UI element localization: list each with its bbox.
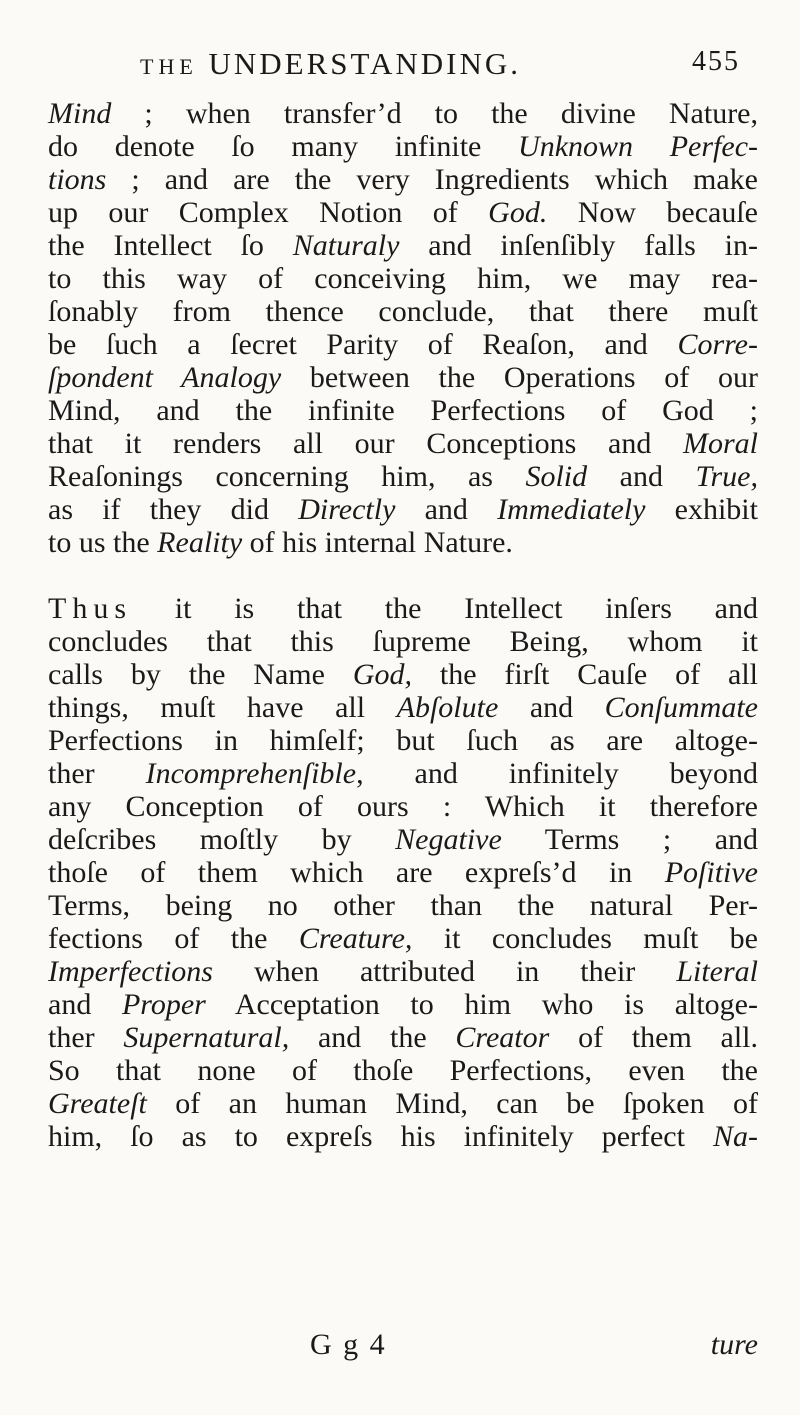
page-footer xyxy=(48,1328,758,1368)
text-line xyxy=(48,295,758,328)
text-line xyxy=(48,394,758,427)
text-span: Thus xyxy=(48,592,132,625)
italic-text: Unknown Perfec- xyxy=(518,130,758,163)
text-span: up our Complex Notion of xyxy=(48,196,489,229)
paragraph-break xyxy=(48,559,758,592)
text-span: and xyxy=(498,691,605,724)
text-span: exhibit xyxy=(645,493,758,526)
italic-text: Corre- xyxy=(677,328,758,361)
italic-text: ſpondent Analogy xyxy=(48,361,282,394)
text-line xyxy=(48,1120,758,1153)
text-line xyxy=(48,1021,758,1054)
text-span: So that none of thoſe Perfections, even the xyxy=(48,1054,758,1087)
text-span: when attributed in their xyxy=(212,955,677,988)
signature-mark: G g 4 xyxy=(310,1328,387,1361)
text-span: of his internal Nature. xyxy=(242,526,513,559)
italic-text: Naturaly xyxy=(292,229,400,262)
italic-text: Mind xyxy=(48,97,112,130)
running-head-understanding: UNDERSTANDING. xyxy=(208,46,521,81)
text-line xyxy=(48,130,758,163)
text-span: deſcribes moſtly by xyxy=(48,823,396,856)
italic-text: Creature, xyxy=(298,922,413,955)
text-span: and the xyxy=(289,1021,456,1054)
text-span: calls by the Name xyxy=(48,658,353,691)
italic-text: God, xyxy=(352,658,412,691)
text-span: any Conception of ours : Which it therefore xyxy=(48,790,758,823)
text-span: ther xyxy=(48,1021,124,1054)
text-span: , and infinitely beyond xyxy=(356,757,758,790)
italic-text: Directly xyxy=(298,493,396,526)
text-line xyxy=(48,361,758,394)
italic-text: Immediately xyxy=(497,493,646,526)
text-span: Terms ; and xyxy=(501,823,759,856)
text-span: that it renders all our Conceptions and xyxy=(48,427,683,460)
text-line xyxy=(48,823,758,856)
italic-text: tions xyxy=(48,163,107,196)
text-span: thoſe of them which are expreſs’d in xyxy=(48,856,665,889)
text-line xyxy=(48,724,758,757)
text-span: to us the xyxy=(48,526,158,559)
text-span: Now becauſe xyxy=(547,196,758,229)
text-line xyxy=(48,757,758,790)
page-number: 455 xyxy=(692,46,740,77)
text-span: Mind, and the infinite Perfections of God ; xyxy=(48,394,758,427)
running-header xyxy=(140,40,740,90)
text-line xyxy=(48,988,758,1021)
italic-text: Imperfections xyxy=(48,955,213,988)
italic-text: True, xyxy=(695,460,758,493)
text-line xyxy=(48,625,758,658)
text-line xyxy=(48,1054,758,1087)
italic-text: Literal xyxy=(676,955,758,988)
text-line xyxy=(48,460,758,493)
text-line xyxy=(48,163,758,196)
text-line xyxy=(48,592,758,625)
italic-text: Creator xyxy=(455,1021,550,1054)
text-span: things, muſt have all xyxy=(48,691,397,724)
text-line xyxy=(48,658,758,691)
text-line xyxy=(48,856,758,889)
text-span: concludes that this ſupreme Being, whom it xyxy=(48,625,758,658)
italic-text: Na- xyxy=(713,1120,758,1153)
text-span: as if they did xyxy=(48,493,299,526)
text-span: be ſuch a ſecret Parity of Reaſon, and xyxy=(48,328,678,361)
text-span: Acceptation to him who is altoge- xyxy=(205,988,758,1021)
text-line xyxy=(48,691,758,724)
body-text xyxy=(48,97,758,1153)
italic-text: God. xyxy=(488,196,548,229)
italic-text: Solid xyxy=(525,460,588,493)
text-line xyxy=(48,262,758,295)
italic-text: Conſummate xyxy=(604,691,758,724)
text-line xyxy=(48,526,758,559)
italic-text: Poſitive xyxy=(664,856,758,889)
text-span: him, ſo as to expreſs his infinitely perfect xyxy=(48,1120,713,1153)
text-span: ther xyxy=(48,757,146,790)
text-span: Terms, being no other than the natural Per- xyxy=(48,889,758,922)
italic-text: Negative xyxy=(395,823,502,856)
catchword: ture xyxy=(710,1328,758,1361)
running-head-the: THE xyxy=(140,54,198,79)
text-span: the Intellect ſo xyxy=(48,229,293,262)
text-span: and inſenſibly falls in- xyxy=(399,229,759,262)
text-line xyxy=(48,1087,758,1120)
text-span: and xyxy=(395,493,498,526)
text-span: between the Operations of our xyxy=(281,361,758,394)
text-line xyxy=(48,427,758,460)
italic-text: Moral xyxy=(683,427,758,460)
text-span: it concludes muſt be xyxy=(412,922,758,955)
text-span: to this way of conceiving him, we may rea- xyxy=(48,262,758,295)
text-span: Reaſonings concerning him, as xyxy=(48,460,526,493)
text-line xyxy=(48,229,758,262)
text-span: of them all. xyxy=(549,1021,759,1054)
text-span: ſonably from thence conclude, that there muſt xyxy=(48,295,758,328)
running-head-title xyxy=(140,46,521,82)
text-span: it is that the Intellect inſers and xyxy=(132,592,758,625)
text-line xyxy=(48,97,758,130)
text-span: and xyxy=(48,988,122,1021)
text-line xyxy=(48,328,758,361)
italic-text: Reality xyxy=(157,526,243,559)
italic-text: Supernatural, xyxy=(123,1021,290,1054)
text-line xyxy=(48,790,758,823)
text-line xyxy=(48,196,758,229)
text-span: ; when transfer’d to the divine Nature, xyxy=(111,97,758,130)
text-span: the firſt Cauſe of all xyxy=(411,658,758,691)
text-line xyxy=(48,493,758,526)
italic-text: Proper xyxy=(121,988,206,1021)
text-span: do denote ſo many infinite xyxy=(48,130,519,163)
text-span: Perfections in himſelf; but ſuch as are altoge- xyxy=(48,724,758,757)
text-span: and xyxy=(587,460,696,493)
text-line xyxy=(48,955,758,988)
text-span: fections of the xyxy=(48,922,299,955)
text-line xyxy=(48,889,758,922)
text-span: of an human Mind, can be ſpoken of xyxy=(146,1087,758,1120)
italic-text: Abſolute xyxy=(396,691,499,724)
text-span: ; and are the very Ingredients which make xyxy=(106,163,758,196)
italic-text: Incomprehenſible xyxy=(145,757,357,790)
text-line xyxy=(48,922,758,955)
italic-text: Greateſt xyxy=(48,1087,147,1120)
